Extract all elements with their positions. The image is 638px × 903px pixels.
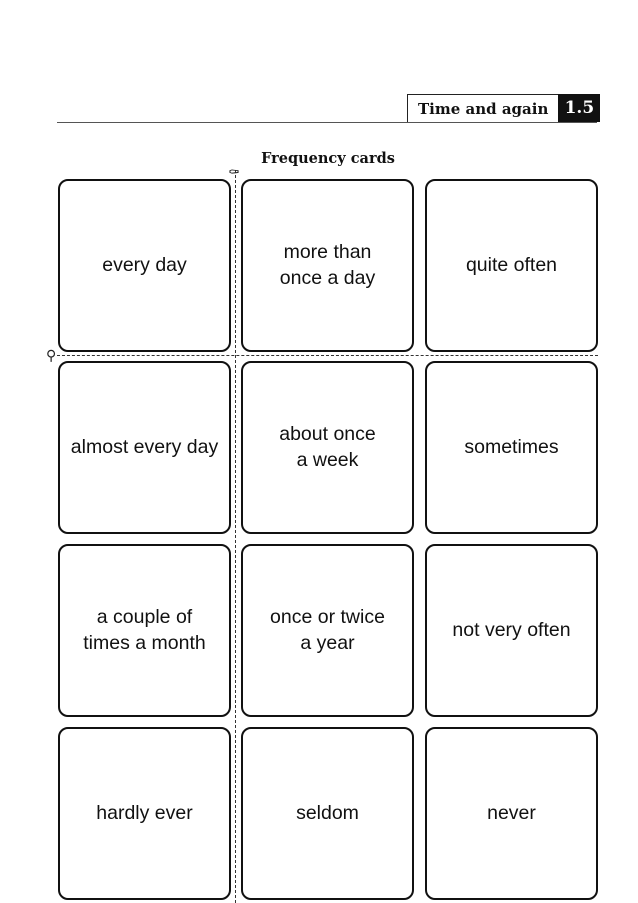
frequency-card: hardly ever: [58, 727, 231, 900]
frequency-card: not very often: [425, 544, 598, 717]
section-number: 1.5: [558, 94, 600, 122]
frequency-card: a couple of times a month: [58, 544, 231, 717]
scissors-icon: ⚲: [46, 348, 57, 364]
frequency-card: quite often: [425, 179, 598, 352]
header-rule: [57, 122, 597, 123]
frequency-card: about once a week: [241, 361, 414, 534]
frequency-card: every day: [58, 179, 231, 352]
cut-line-vertical: [235, 170, 236, 903]
page-subtitle: Frequency cards: [261, 150, 395, 167]
frequency-card: more than once a day: [241, 179, 414, 352]
section-title: Time and again: [407, 94, 558, 122]
section-header: [407, 94, 600, 122]
scissors-icon: ⚰: [228, 165, 240, 181]
frequency-card: once or twice a year: [241, 544, 414, 717]
frequency-card: sometimes: [425, 361, 598, 534]
frequency-card: seldom: [241, 727, 414, 900]
frequency-card: almost every day: [58, 361, 231, 534]
cut-line-horizontal: [57, 355, 598, 356]
frequency-card: never: [425, 727, 598, 900]
